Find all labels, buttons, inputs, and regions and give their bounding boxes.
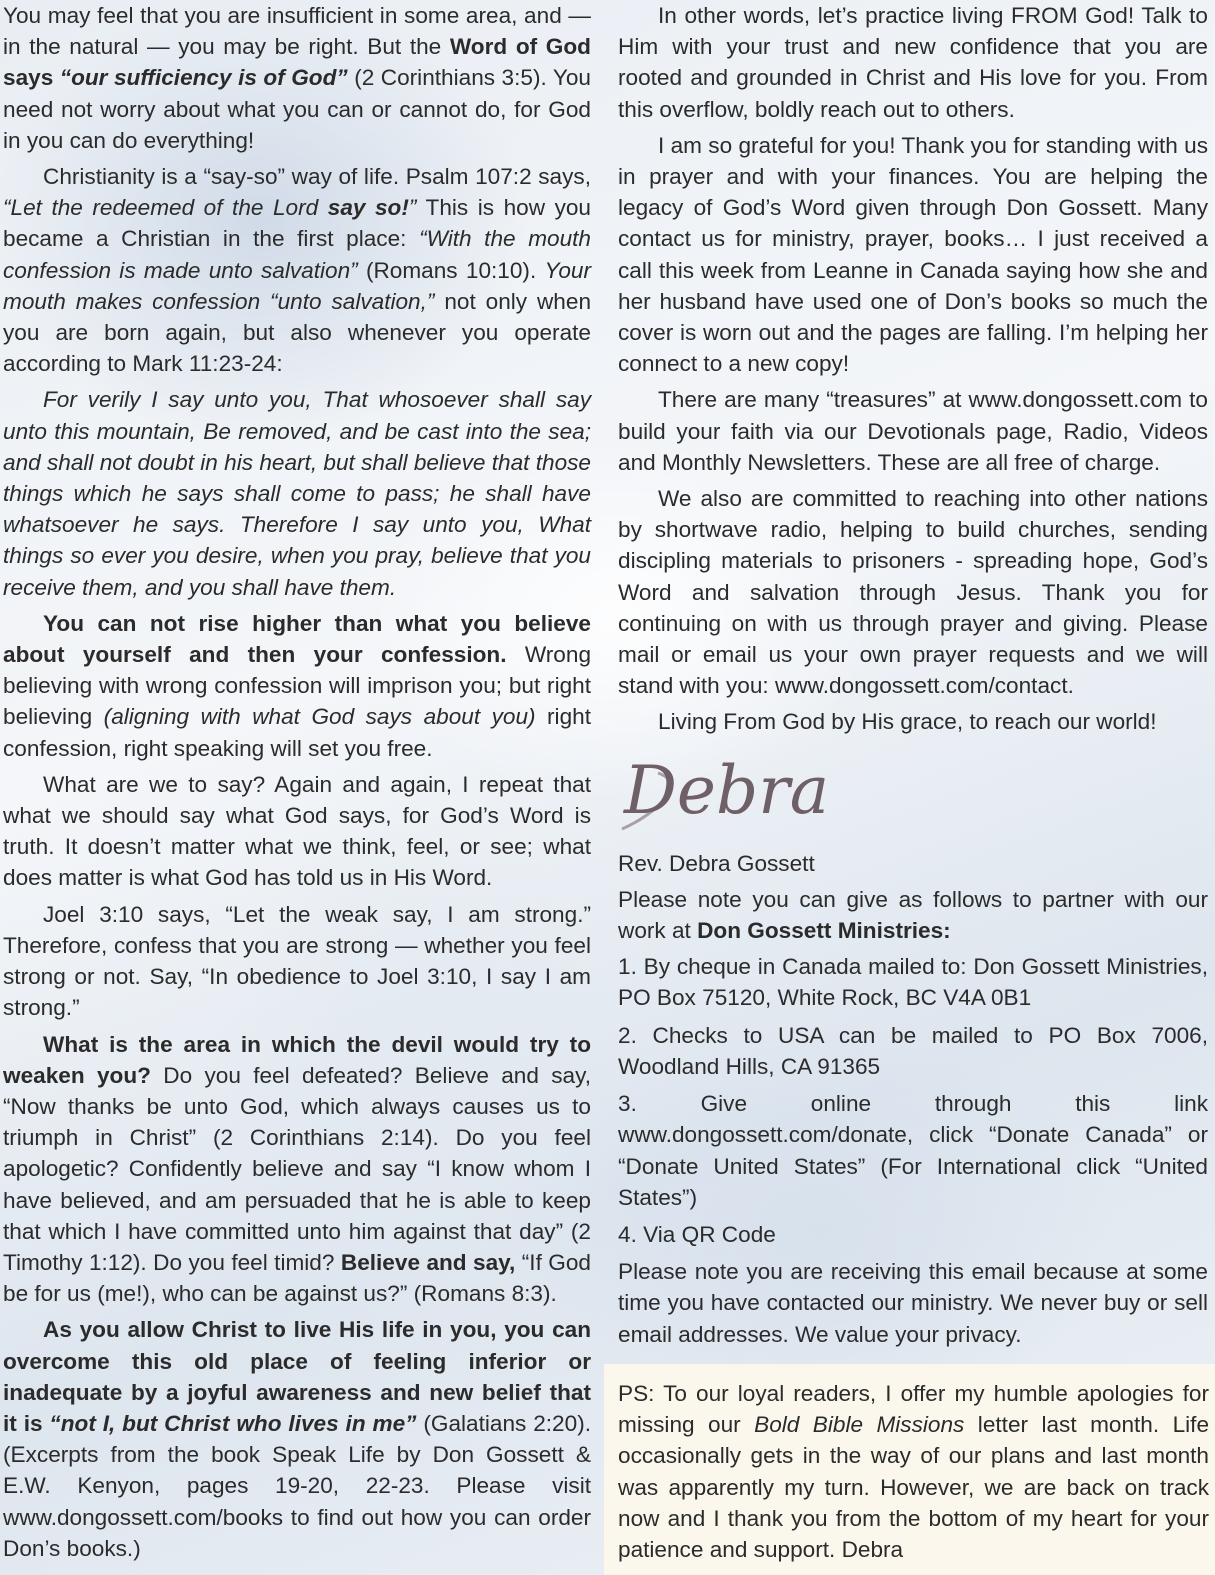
scripture-quote: For verily I say unto you, That whosoever shall say unto this mountain, Be removed, and be cast into the sea; and shall not doubt in his heart, but shall believe that those things which he says shall come to pass; he shall have whatsoever he says. Therefore I say unto you, What things so ever you desire, when you pray, believe that you receive them, and you shall have them. xyxy=(3,387,591,600)
text: (2 Corinthians 3:5). You need not worry about what you can or cannot do, for God in you can do everything! xyxy=(3,65,591,153)
signature-icon xyxy=(618,743,878,848)
author-name: Rev. Debra Gossett xyxy=(618,850,815,876)
paragraph-grateful: I am so grateful for you! Thank you for standing with us in prayer and with your finances. You are helping the legacy of God’s Word given through Don Gossett. Many contact us for ministry, prayer, books… I just received a call this week from Leanne in Canada saying how she and her husband have used one of Don’s books so much the cover is worn out and the pages are falling. I’m helping her connect to a new copy! xyxy=(618,132,1208,377)
giving-intro: Please note you can give as follows to partner with our work at Don Gossett Ministries: xyxy=(618,886,1208,944)
closing-line: Living From God by His grace, to reach our world! xyxy=(658,709,1157,735)
paragraph-rise-higher: You can not rise higher than what you believe about yourself and then your confession. Wrong believing with wrong confession will imprison you; but right believing (aligning with what God says about you) right confession, right speaking will set you free. xyxy=(3,610,592,761)
list-item: 2. Checks to USA can be mailed to PO Box 7006, Woodland Hills, CA 91365 xyxy=(618,1022,1208,1079)
list-item: 1. By cheque in Canada mailed to: Don Gossett Ministries, PO Box 75120, White Rock, BC V4A 0B1 xyxy=(618,954,1208,1011)
bold-text: Word of God says xyxy=(3,34,591,91)
signature xyxy=(618,743,1208,848)
paragraph-devil-weaken: What is the area in which the devil would try to weaken you? Do you feel defeated? Believe and say, “Now thanks be unto God, which always causes us to triumph in Christ” (2 Corinthians 2:14). Do you feel apologetic? Confidently believe and say “I know whom I have believed, and am persuaded that he is able to keep that which I have committed unto him against that day” (2 Timothy 1:12). Do you feel timid? Believe and say, “If God be for us (me!), who can be against us?” (Romans 8:3). xyxy=(3,1031,591,1307)
privacy-note: Please note you are receiving this email because at some time you have contacted our ministry. We never buy or sell email addresses. We value your privacy. xyxy=(618,1259,1208,1347)
text: You may feel that you are insufficient in some area, and — in the natural — you may be right. But the xyxy=(3,3,591,60)
paragraph-nations: We also are committed to reaching into other nations by shortwave radio, helping to build churches, sending discipling materials to prisoners - spreading hope, God’s Word and salvation through Jesus. Thank you for continuing on with us through prayer and giving. Please mail or email us your own prayer requests and we will stand with you: www.dongossett.com/contact. xyxy=(618,486,1208,699)
ps-box xyxy=(604,1364,1215,1575)
paragraph-treasures: There are many “treasures” at www.dongossett.com to build your faith via our Devotionals page, Radio, Videos and Monthly Newsletters. These are all free of charge. xyxy=(618,387,1208,475)
giving-list xyxy=(618,951,1208,1250)
list-item: 4. Via QR Code xyxy=(618,1221,776,1247)
svg-text:Debra: Debra xyxy=(624,751,830,829)
paragraph-joel: Joel 3:10 says, “Let the weak say, I am strong.” Therefore, confess that you are strong — whether you feel strong or not. Say, “In obedience to Joel 3:10, I say I am strong.” xyxy=(3,901,591,1021)
paragraph-christ-in-me: As you allow Christ to live His life in you, you can overcome this old place of feeling inferior or inadequate by a joyful awareness and new belief that it is “not I, but Christ who lives in me” (Galatians 2:20). (Excerpts from the book Speak Life by Don Gossett & E.W. Kenyon, pages 19-20, 22-23. Please visit www.dongossett.com/books to find out how you can order Don’s books.) xyxy=(3,1317,591,1561)
ps-text: PS: To our loyal readers, I offer my humble apologies for missing our Bold Bible Missions letter last month. Life occasionally gets in the way of our plans and last month was apparently my turn. However, we are back on track now and I thank you from the bottom of my heart for your patience and support. Debra xyxy=(618,1381,1210,1563)
left-column xyxy=(3,0,591,1569)
bold-italic-quote: “our sufficiency is of God” xyxy=(59,65,348,91)
paragraph-sufficiency xyxy=(3,0,591,156)
paragraph-say-so: Christianity is a “say-so” way of life. Psalm 107:2 says, “Let the redeemed of the Lord say so!” This is how you became a Christian in the first place: “With the mouth confession is made unto salvation” (Romans 10:10). Your mouth makes confession “unto salvation,” not only when you are born again, but also whenever you operate according to Mark 11:23-24: xyxy=(3,164,592,377)
paragraph-living-from-god: In other words, let’s practice living FROM God! Talk to Him with your trust and new confidence that you are rooted and grounded in Christ and His love for you. From this overflow, boldly reach out to others. xyxy=(618,3,1208,122)
right-column xyxy=(618,0,1208,1355)
list-item: 3. Give online through this link www.dongossett.com/donate, click “Donate Canada” or “Donate United States” (For International click “United States”) xyxy=(618,1091,1208,1210)
paragraph-what-to-say: What are we to say? Again and again, I repeat that what we should say what God says, for God’s Word is truth. It doesn’t matter what we think, feel, or see; what does matter is what God has told us in His Word. xyxy=(3,771,591,891)
